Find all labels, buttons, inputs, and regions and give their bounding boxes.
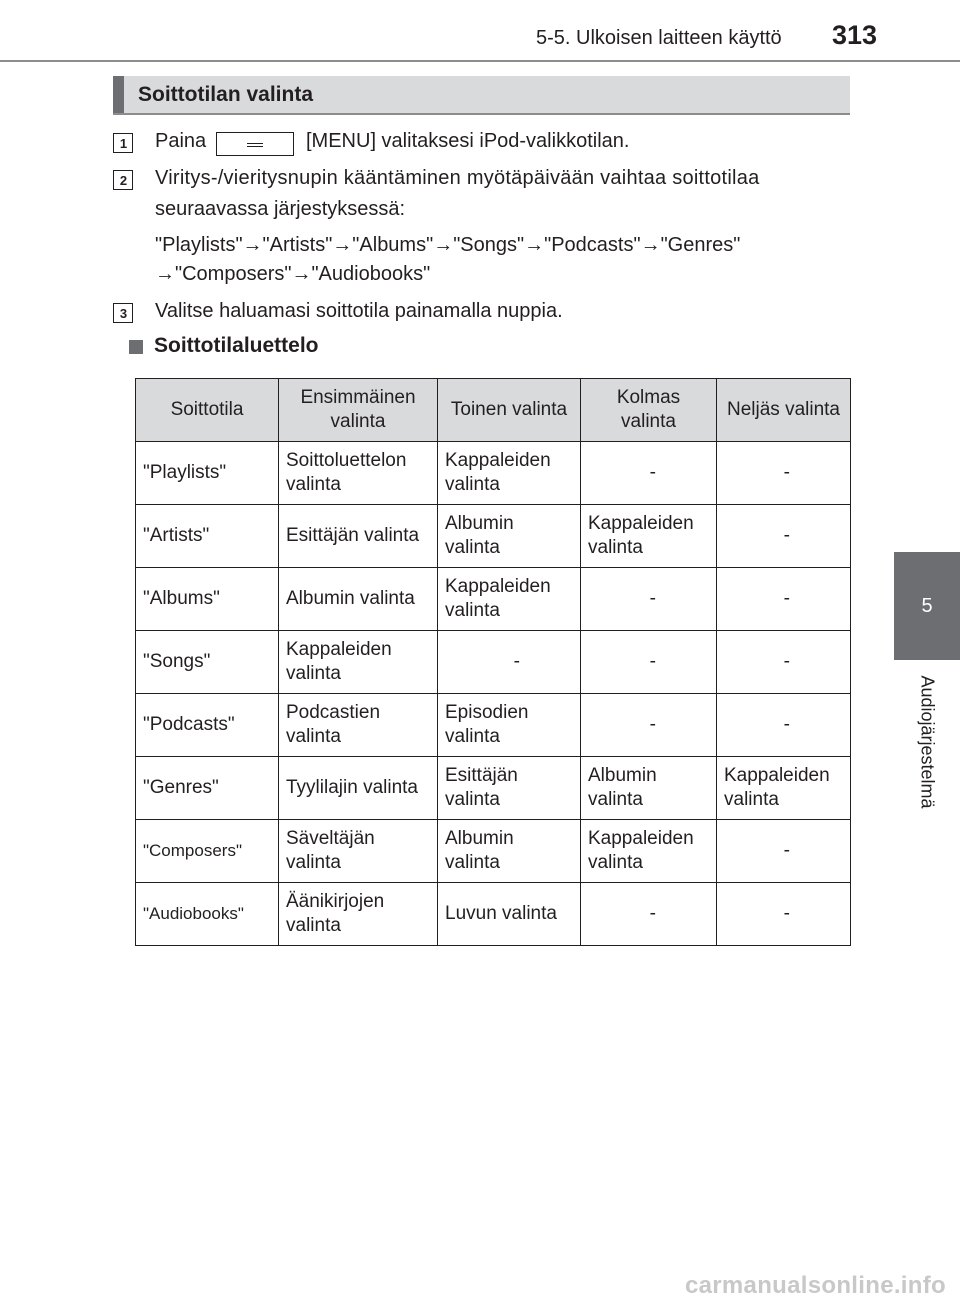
section-heading-bar xyxy=(113,76,850,115)
table-cell: Äänikirjojen valinta xyxy=(279,883,438,946)
table-cell: Kappaleiden valinta xyxy=(717,757,851,820)
step-1-text-after: [MENU] valitaksesi iPod-valikkotilan. xyxy=(306,130,630,152)
table-header-row xyxy=(136,379,851,442)
site-watermark: carmanualsonline.info xyxy=(684,1272,946,1299)
step-number-2: 2 xyxy=(113,170,133,190)
table-cell: Episodien valinta xyxy=(438,694,581,757)
header-cell: Neljäs valinta xyxy=(717,379,851,442)
step-2-text-line1: Viritys-/vieritysnupin kääntäminen myötäpäivään vaihtaa soittotilaa xyxy=(155,167,760,189)
table-cell: Kappaleiden valinta xyxy=(581,820,717,883)
table-cell: Luvun valinta xyxy=(438,883,581,946)
header-cell: Soittotila xyxy=(136,379,279,442)
chapter-number: 5 xyxy=(921,594,933,617)
table-cell: - xyxy=(717,505,851,568)
table-cell: Tyylilajin valinta xyxy=(279,757,438,820)
header-rule xyxy=(0,60,960,62)
table-row xyxy=(136,694,851,757)
table-cell: "Playlists" xyxy=(136,442,279,505)
table-cell: Kappaleiden valinta xyxy=(279,631,438,694)
mode-sequence-line1: "Playlists"→"Artists"→"Albums"→"Songs"→"Podcasts"→"Genres" xyxy=(155,234,741,256)
header-cell: Ensimmäinen valinta xyxy=(279,379,438,442)
table-cell: Albumin valinta xyxy=(438,505,581,568)
table-cell: Albumin valinta xyxy=(279,568,438,631)
table-cell: - xyxy=(717,883,851,946)
table-row xyxy=(136,757,851,820)
header-cell: Kolmas valinta xyxy=(581,379,717,442)
page-number: 313 xyxy=(832,20,878,50)
table-subheading: Soittotilaluettelo xyxy=(154,334,319,357)
table-cell: Kappaleiden valinta xyxy=(438,568,581,631)
step-number-1: 1 xyxy=(113,133,133,153)
table-cell: "Songs" xyxy=(136,631,279,694)
menu-lines-icon xyxy=(247,143,263,147)
step-3-text: Valitse haluamasi soittotila painamalla nuppia. xyxy=(155,300,563,322)
table-cell: - xyxy=(581,568,717,631)
table-cell: Esittäjän valinta xyxy=(279,505,438,568)
table-cell: Kappaleiden valinta xyxy=(438,442,581,505)
table-cell: Kappaleiden valinta xyxy=(581,505,717,568)
table-cell: - xyxy=(717,568,851,631)
table-cell: Albumin valinta xyxy=(438,820,581,883)
section-accent xyxy=(113,76,124,113)
table-row xyxy=(136,820,851,883)
table-cell: - xyxy=(581,883,717,946)
step-2-text-line2: seuraavassa järjestyksessä: xyxy=(155,198,406,220)
table-cell: - xyxy=(581,694,717,757)
table-cell: "Podcasts" xyxy=(136,694,279,757)
table-cell: "Artists" xyxy=(136,505,279,568)
table-cell: - xyxy=(717,631,851,694)
menu-button-icon xyxy=(216,132,294,156)
table-cell: - xyxy=(717,442,851,505)
section-title: Soittotilan valinta xyxy=(138,83,314,106)
table-row xyxy=(136,631,851,694)
table-cell: - xyxy=(717,694,851,757)
table-cell: "Audiobooks" xyxy=(136,883,279,946)
table-cell: Esittäjän valinta xyxy=(438,757,581,820)
table-cell: - xyxy=(438,631,581,694)
table-cell: "Genres" xyxy=(136,757,279,820)
mode-sequence-line2: →"Composers"→"Audiobooks" xyxy=(155,263,431,285)
table-cell: - xyxy=(717,820,851,883)
table-cell: Albumin valinta xyxy=(581,757,717,820)
table-row xyxy=(136,442,851,505)
table-cell: "Albums" xyxy=(136,568,279,631)
chapter-tab xyxy=(894,552,960,660)
chapter-title: Audiojärjestelmä xyxy=(917,675,938,809)
step-number-3: 3 xyxy=(113,303,133,323)
table-cell: - xyxy=(581,631,717,694)
step-1-text-before: Paina xyxy=(155,130,207,152)
table-row xyxy=(136,883,851,946)
table-row xyxy=(136,505,851,568)
table-cell: Säveltäjän valinta xyxy=(279,820,438,883)
table-cell: Podcastien valinta xyxy=(279,694,438,757)
running-header-section: 5-5. Ulkoisen laitteen käyttö xyxy=(536,27,782,49)
table-cell: Soittoluettelon valinta xyxy=(279,442,438,505)
table-cell: "Composers" xyxy=(136,820,279,883)
header-cell: Toinen valinta xyxy=(438,379,581,442)
play-mode-table xyxy=(135,378,851,946)
square-bullet-icon xyxy=(129,340,143,354)
table-cell: - xyxy=(581,442,717,505)
table-row xyxy=(136,568,851,631)
